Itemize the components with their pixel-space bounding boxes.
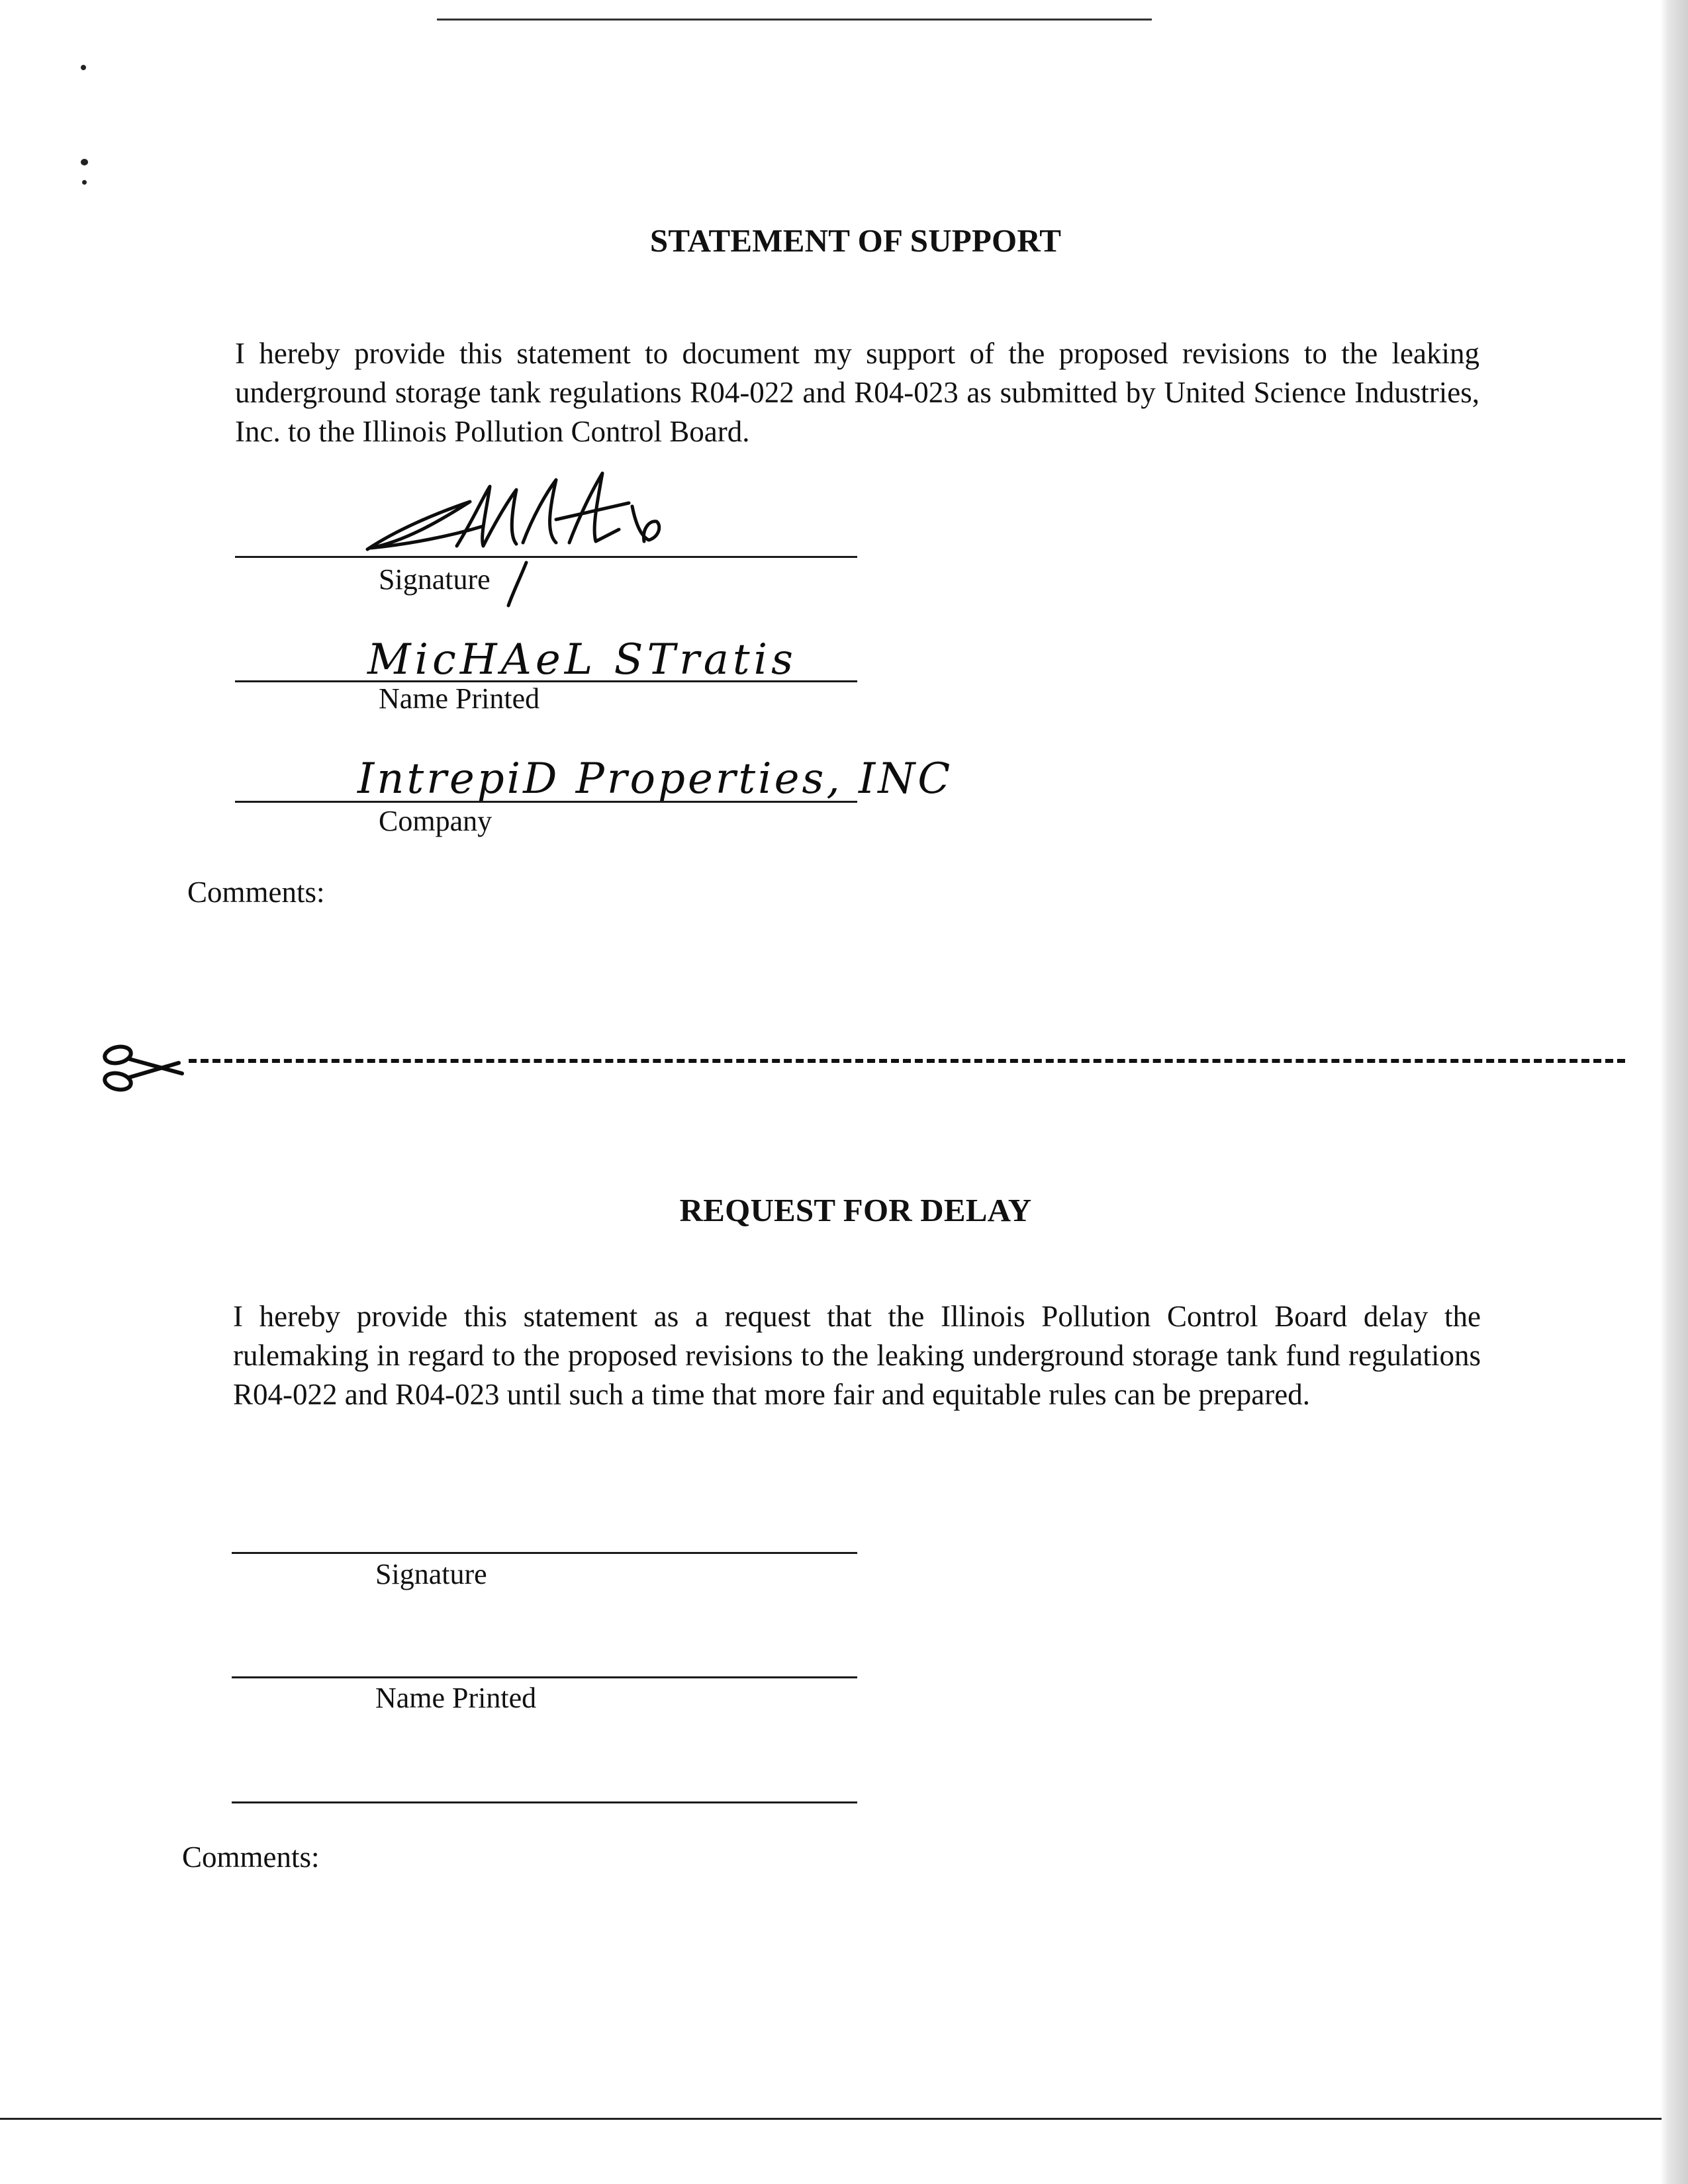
support-company-caption: Company	[379, 805, 492, 837]
support-body: I hereby provide this statement to document my support of the proposed revisions to the leaking underground storage tank regulations R04-022 and R04-023 as submitted by United Science Industries, Inc. to the Illinois Pollution Control Board.	[235, 337, 1479, 448]
scissors-icon	[99, 1039, 185, 1099]
support-title: STATEMENT OF SUPPORT	[649, 222, 1062, 259]
support-name-caption: Name Printed	[379, 682, 540, 715]
delay-body: I hereby provide this statement as a request that the Illinois Pollution Control Board delay the rulemaking in regard to the proposed revisions to the leaking underground storage tank fund regulations R04-022 and R04-023 until such a time that more fair and equitable rules can be prepared.	[233, 1300, 1481, 1411]
delay-name-caption: Name Printed	[375, 1682, 537, 1714]
delay-title: REQUEST FOR DELAY	[679, 1192, 1032, 1228]
delay-comments-label: Comments:	[182, 1841, 320, 1874]
delay-company-line[interactable]	[232, 1801, 857, 1803]
scan-speck	[81, 65, 86, 70]
handwritten-name: MicHAeL STratis	[367, 635, 797, 684]
cut-line	[189, 1059, 1625, 1063]
bottom-scan-line	[0, 2118, 1662, 2120]
scan-speck	[82, 180, 87, 185]
delay-signature-caption: Signature	[375, 1558, 487, 1590]
delay-signature-line[interactable]	[232, 1552, 857, 1554]
support-company-line	[235, 801, 857, 803]
scan-speck	[81, 159, 88, 165]
delay-name-line[interactable]	[232, 1676, 857, 1678]
support-name-line	[235, 680, 857, 682]
scan-edge	[1660, 0, 1688, 2184]
support-comments-label: Comments:	[187, 876, 325, 909]
support-signature-caption: Signature	[379, 563, 491, 596]
top-scan-line	[437, 19, 1152, 21]
support-signature-line	[235, 556, 857, 558]
handwritten-company: IntrepiD Properties, INC	[357, 754, 953, 803]
